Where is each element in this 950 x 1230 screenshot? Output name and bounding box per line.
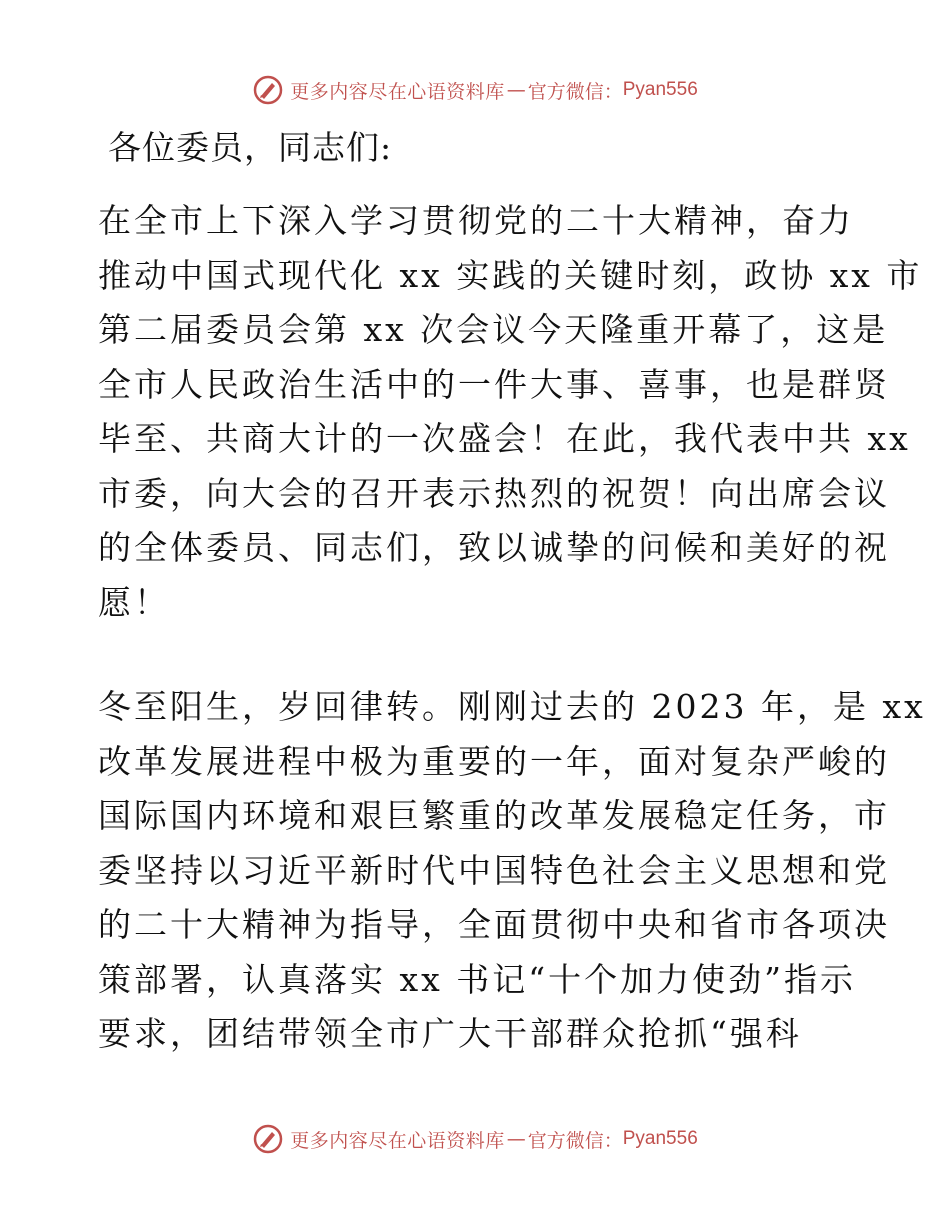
paragraph-1-line: 在全市上下深入学习贯彻党的二十大精神，奋力 xyxy=(98,201,854,240)
pen-seal-logo-icon xyxy=(252,74,284,106)
paragraph-2-line: 要求，团结带领全市广大干部群众抢抓“强科 xyxy=(98,1014,802,1053)
paragraph-1-line: 愿！ xyxy=(98,582,170,622)
paragraph-2-line: 国际国内环境和艰巨繁重的改革发展稳定任务，市 xyxy=(98,796,890,835)
watermark-text: 更多内容尽在心语资料库 xyxy=(290,80,505,103)
paragraph-2-line: 冬至阳生，岁回律转。刚刚过去的 2023 年，是 xx xyxy=(98,687,926,726)
paragraph-1-line: 全市人民政治生活中的一件大事、喜事，也是群贤 xyxy=(98,364,890,404)
watermark-wechat-id: Pyan556 xyxy=(622,1128,698,1149)
paragraph-1-line: 市委，向大会的召开表示热烈的祝贺！向出席会议 xyxy=(98,473,890,513)
paragraph-2-line: 改革发展进程中极为重要的一年，面对复杂严峻的 xyxy=(98,741,890,781)
footer-watermark xyxy=(0,1119,950,1159)
watermark-wechat-label: 官方微信： xyxy=(527,1129,623,1152)
header-watermark xyxy=(0,70,950,110)
watermark-dash: — xyxy=(506,1128,526,1150)
paragraph-2-line: 的二十大精神为指导，全面贯彻中央和省市各项决 xyxy=(98,905,890,944)
paragraph-1 xyxy=(98,194,923,630)
paragraph-2-line: 策部署，认真落实 xx 书记“十个加力使劲”指示 xyxy=(98,959,856,999)
pen-seal-logo-icon xyxy=(252,1123,284,1155)
paragraph-1-line: 推动中国式现代化 xx 实践的关键时刻，政协 xx 市 xyxy=(98,255,923,295)
salutation: 各位委员，同志们: xyxy=(108,128,393,167)
paragraph-1-line: 的全体委员、同志们，致以诚挚的问候和美好的祝 xyxy=(98,528,890,567)
watermark-text: 更多内容尽在心语资料库 xyxy=(290,1129,505,1152)
paragraph-2 xyxy=(98,680,926,1062)
paragraph-1-line: 第二届委员会第 xx 次会议今天隆重开幕了，这是 xyxy=(98,310,889,349)
watermark-dash: — xyxy=(506,79,526,101)
watermark-wechat-label: 官方微信： xyxy=(527,80,623,103)
paragraph-2-line: 委坚持以习近平新时代中国特色社会主义思想和党 xyxy=(98,850,890,890)
watermark-wechat-id: Pyan556 xyxy=(622,79,698,100)
paragraph-1-line: 毕至、共商大计的一次盛会！在此，我代表中共 xx xyxy=(98,419,911,458)
